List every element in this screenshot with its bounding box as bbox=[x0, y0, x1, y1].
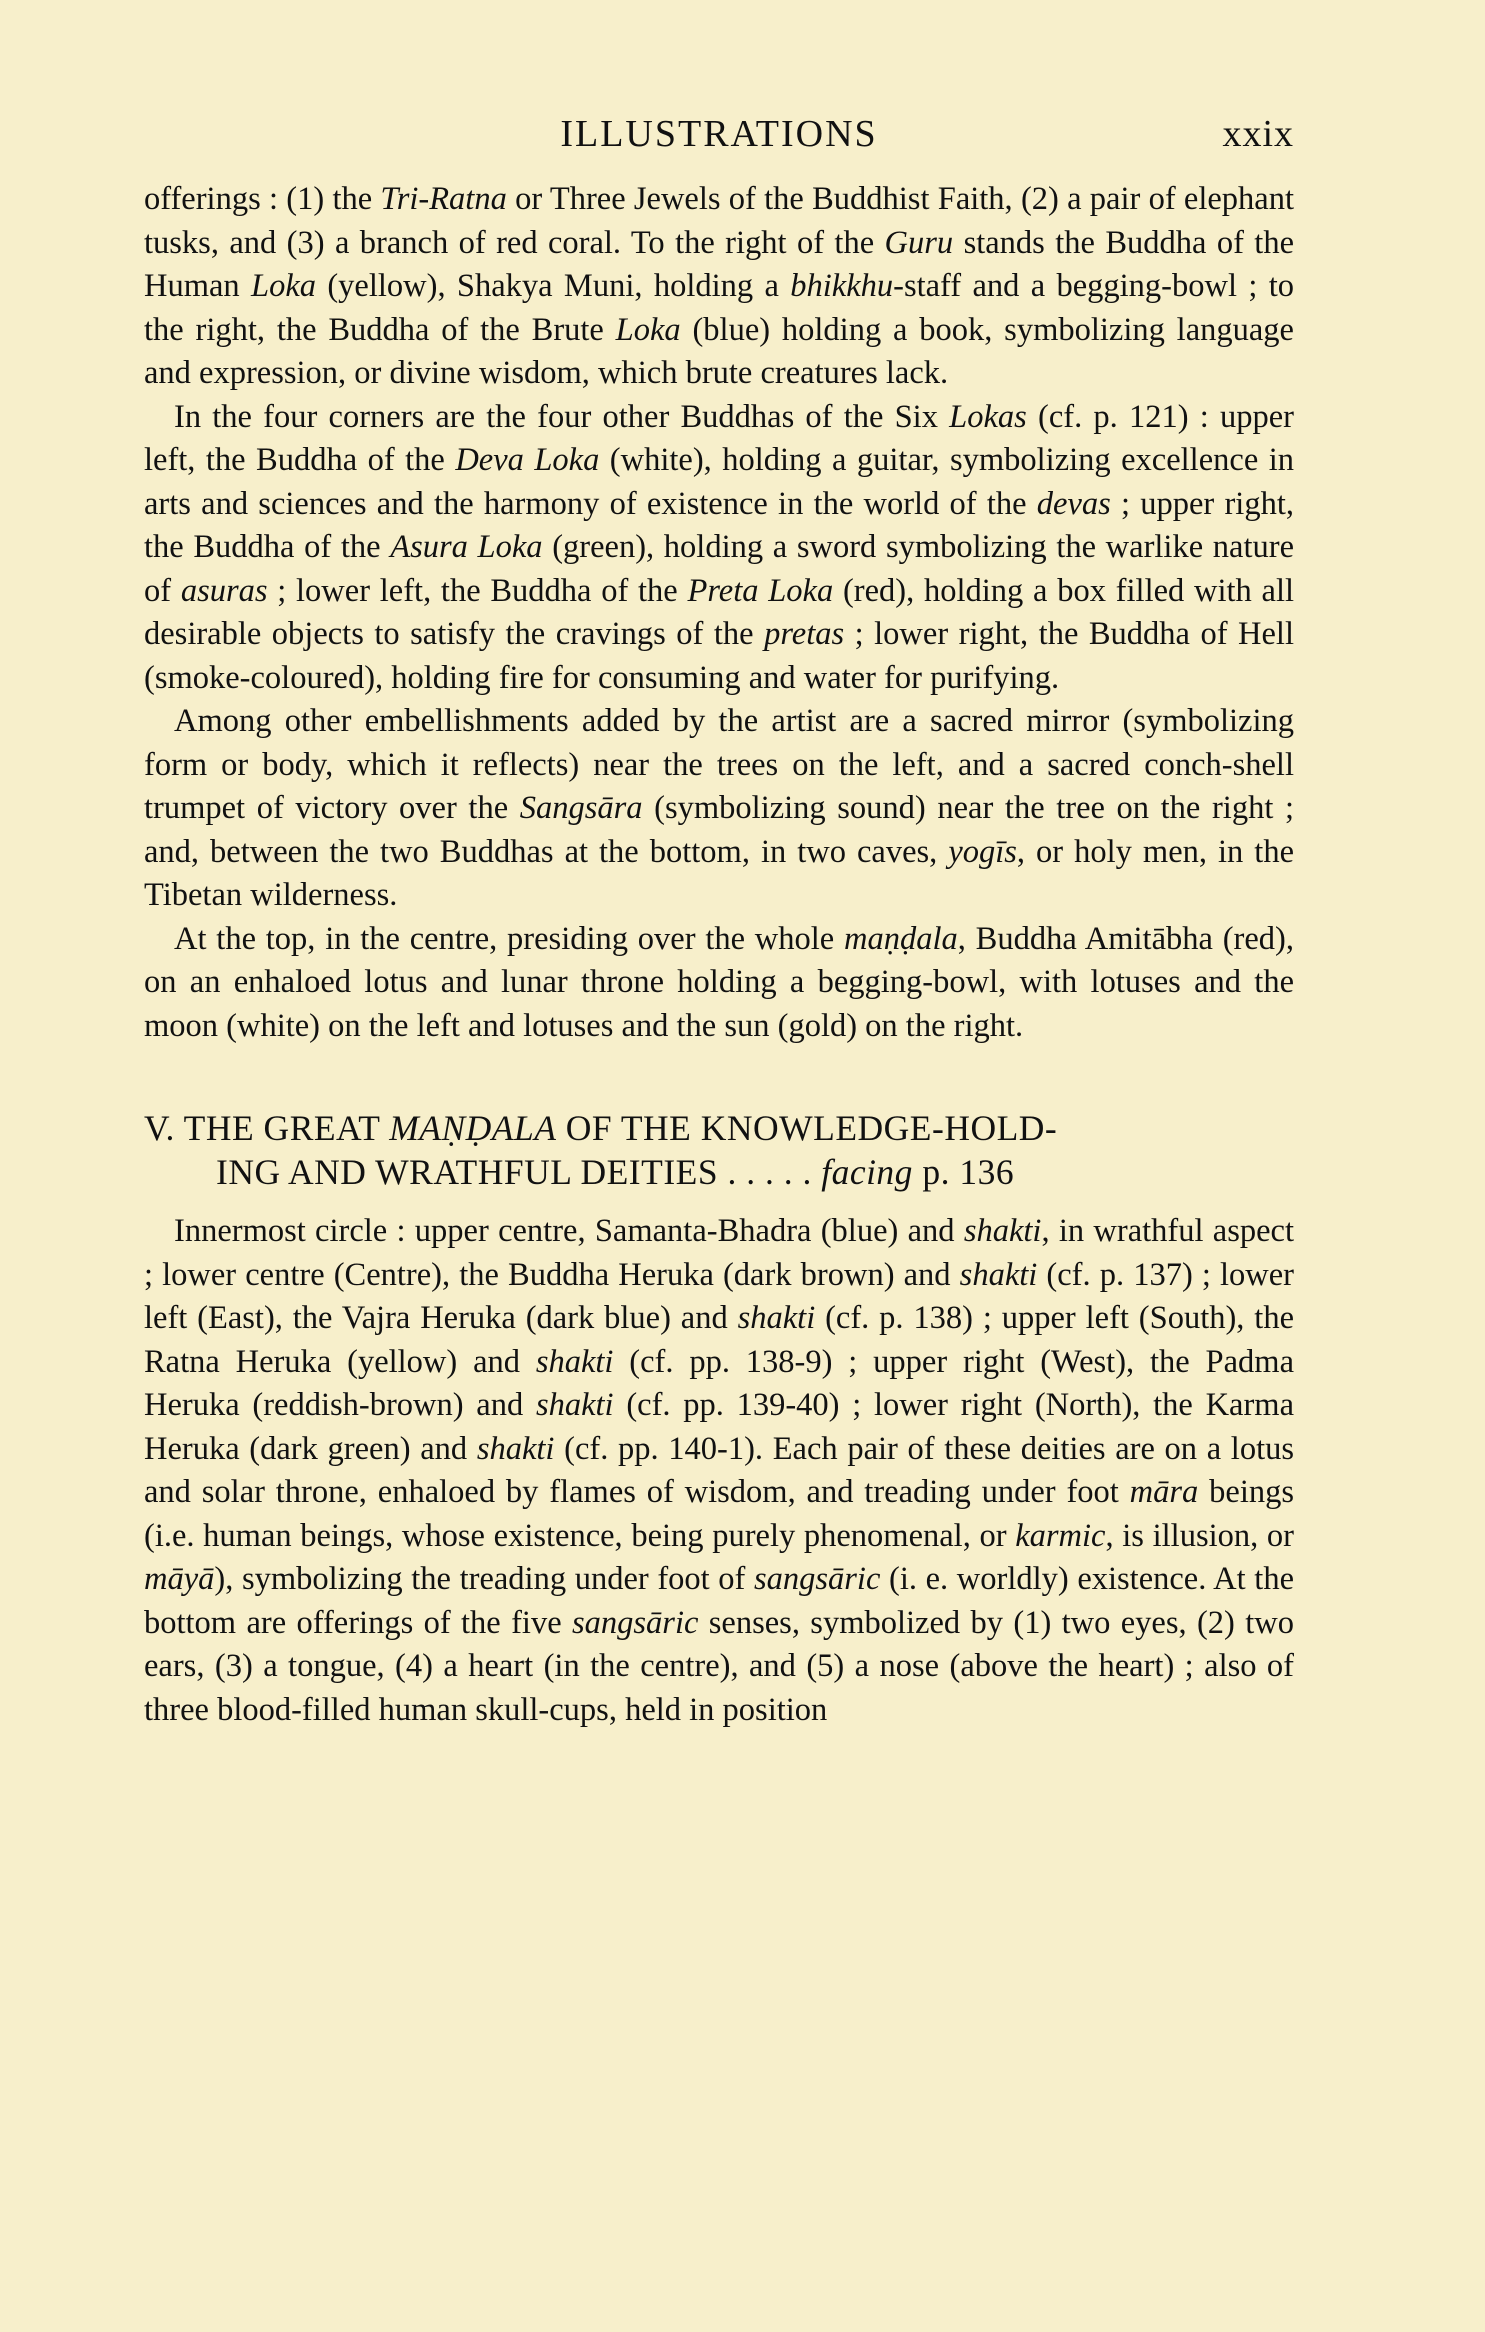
text-run: senses, symbolized by (1) two eyes, (2) two ears, (3) a tongue, (4) a heart (in the centre), and (5) a nose (above the heart) ; also of three blood-filled human skull-cups, held in position bbox=[144, 1604, 1294, 1728]
section-heading bbox=[144, 1106, 1294, 1194]
section-numeral: V. bbox=[144, 1108, 175, 1148]
italic-term: bhikkhu bbox=[790, 268, 894, 304]
text-run: At the top, in the centre, presiding over the whole bbox=[174, 920, 845, 957]
page-number: xxix bbox=[1222, 113, 1294, 155]
italic-term: māra bbox=[1129, 1474, 1199, 1510]
paragraph bbox=[144, 178, 1294, 396]
text-run: (cf. p. 137) ; lower left (East), the Vajra Heruka (dark blue) and bbox=[144, 1256, 1295, 1336]
italic-term: pretas bbox=[764, 616, 845, 652]
text-run: (cf. p. 121) : upper left, the Buddha of the bbox=[144, 398, 1295, 478]
text-run: (yellow), Shakya Muni, holding a bbox=[316, 268, 791, 304]
text-run: (cf. p. 138) ; upper left (South), the Ratna Heruka (yellow) and bbox=[144, 1300, 1294, 1380]
text-run: (i. e. worldly) existence. At the bottom are offerings of the five bbox=[144, 1561, 1294, 1641]
text-run: , or holy men, in the Tibetan wilderness. bbox=[144, 833, 1294, 913]
italic-term: Loka bbox=[615, 311, 681, 348]
text-run: -staff and a begging-bowl ; to the right, the Buddha of the Brute bbox=[144, 268, 1294, 348]
italic-term: Sangsāra bbox=[519, 790, 643, 826]
section-title-line2: ING AND WRATHFUL DEITIES bbox=[216, 1152, 719, 1192]
italic-term: shakti bbox=[959, 1256, 1038, 1293]
text-run: ), symbolizing the treading under foot of bbox=[214, 1561, 754, 1597]
italic-term: Guru bbox=[884, 224, 954, 261]
italic-term: Preta Loka bbox=[687, 572, 834, 609]
italic-term: Loka bbox=[251, 268, 317, 304]
text-run: , in wrathful aspect ; lower centre (Centre), the Buddha Heruka (dark brown) and bbox=[144, 1213, 1294, 1293]
italic-term: sangsāric bbox=[572, 1604, 699, 1641]
italic-term: Lokas bbox=[949, 398, 1027, 435]
paragraph bbox=[144, 1210, 1294, 1732]
text-run: stands the Buddha of the Human bbox=[144, 224, 1294, 304]
text-run: (cf. pp. 140-1). Each pair of these deities are on a lotus and solar throne, enhaloed by flames of wisdom, and treading under foot bbox=[144, 1430, 1295, 1510]
section-title-part-b: OF THE KNOWLEDGE-HOLD- bbox=[556, 1108, 1058, 1148]
running-head-title: ILLUSTRATIONS bbox=[560, 113, 878, 155]
italic-term: shakti bbox=[535, 1343, 614, 1380]
italic-term: karmic bbox=[1015, 1517, 1106, 1554]
italic-term: yogīs bbox=[948, 833, 1017, 870]
italic-term: devas bbox=[1036, 485, 1111, 522]
italic-term: shakti bbox=[963, 1213, 1042, 1249]
text-run: (symbolizing sound) near the tree on the right ; and, between the two Buddhas at the bottom, in two caves, bbox=[144, 790, 1295, 870]
text-run: or Three Jewels of the Buddhist Faith, (2) a pair of elephant tusks, and (3) a branch of red coral. To the right of the bbox=[144, 181, 1294, 261]
running-head bbox=[144, 112, 1294, 162]
section-title-part-a: THE GREAT bbox=[183, 1108, 390, 1148]
text-run: Among other embellishments added by the artist are a sacred mirror (symbolizing form or body, which it reflects) near the trees on the left, and a sacred conch-shell trumpet of victory over the bbox=[144, 703, 1294, 826]
italic-term: shakti bbox=[476, 1430, 555, 1467]
text-run: (blue) holding a book, symbolizing language and expression, or divine wisdom, which brute creatures lack. bbox=[144, 311, 1294, 391]
caption-text-top bbox=[144, 178, 1294, 1048]
paragraph bbox=[144, 396, 1294, 701]
text-run: (cf. pp. 138-9) ; upper right (West), the Padma Heruka (reddish-brown) and bbox=[144, 1343, 1294, 1423]
page-body bbox=[144, 178, 1294, 1732]
text-run: In the four corners are the four other Buddhas of the Six bbox=[174, 398, 950, 435]
text-run: , is illusion, or bbox=[1105, 1517, 1294, 1554]
italic-term: shakti bbox=[737, 1300, 816, 1336]
caption-text-bottom bbox=[144, 1210, 1294, 1732]
text-run: ; lower left, the Buddha of the bbox=[267, 572, 688, 609]
section-title-line2-wrap bbox=[144, 1150, 1294, 1194]
text-run: Innermost circle : upper centre, Samanta-Bhadra (blue) and bbox=[174, 1213, 964, 1249]
text-run: (red), holding a box filled with all desirable objects to satisfy the cravings of the bbox=[144, 572, 1295, 652]
text-run: ; upper right, the Buddha of the bbox=[144, 485, 1294, 565]
text-run: (green), holding a sword symbolizing the warlike nature of bbox=[144, 529, 1294, 609]
paragraph bbox=[144, 918, 1294, 1049]
italic-term: Deva Loka bbox=[455, 442, 600, 478]
italic-term: shakti bbox=[535, 1387, 614, 1423]
italic-term: maṇḍala bbox=[844, 920, 958, 957]
section-leaders: . . . . . bbox=[718, 1152, 822, 1192]
italic-term: sangsāric bbox=[753, 1561, 881, 1597]
facing-page-ref: p. 136 bbox=[912, 1152, 1015, 1192]
text-run: (white), holding a guitar, symbolizing excellence in arts and sciences and the harmony of existence in the world of the bbox=[144, 442, 1294, 522]
text-run: , Buddha Amitābha (red), on an enhaloed lotus and lunar throne holding a begging-bowl, with lotuses and the moon (white) on the left and lotuses and the sun (gold) on the right. bbox=[144, 920, 1294, 1044]
italic-term: Asura Loka bbox=[390, 529, 543, 565]
section-title-italic: MAṆḌALA bbox=[389, 1108, 557, 1148]
italic-term: asuras bbox=[180, 572, 268, 609]
italic-term: Tri-Ratna bbox=[380, 181, 507, 217]
text-run: ; lower right, the Buddha of Hell (smoke-coloured), holding fire for consuming and water for purifying. bbox=[144, 616, 1294, 696]
italic-term: māyā bbox=[144, 1561, 215, 1597]
facing-word: facing bbox=[821, 1152, 913, 1192]
paragraph bbox=[144, 700, 1294, 918]
text-run: offerings : (1) the bbox=[144, 181, 381, 217]
text-run: beings (i.e. human beings, whose existence, being purely phenomenal, or bbox=[144, 1474, 1294, 1554]
text-run: (cf. pp. 139-40) ; lower right (North), the Karma Heruka (dark green) and bbox=[144, 1387, 1294, 1467]
